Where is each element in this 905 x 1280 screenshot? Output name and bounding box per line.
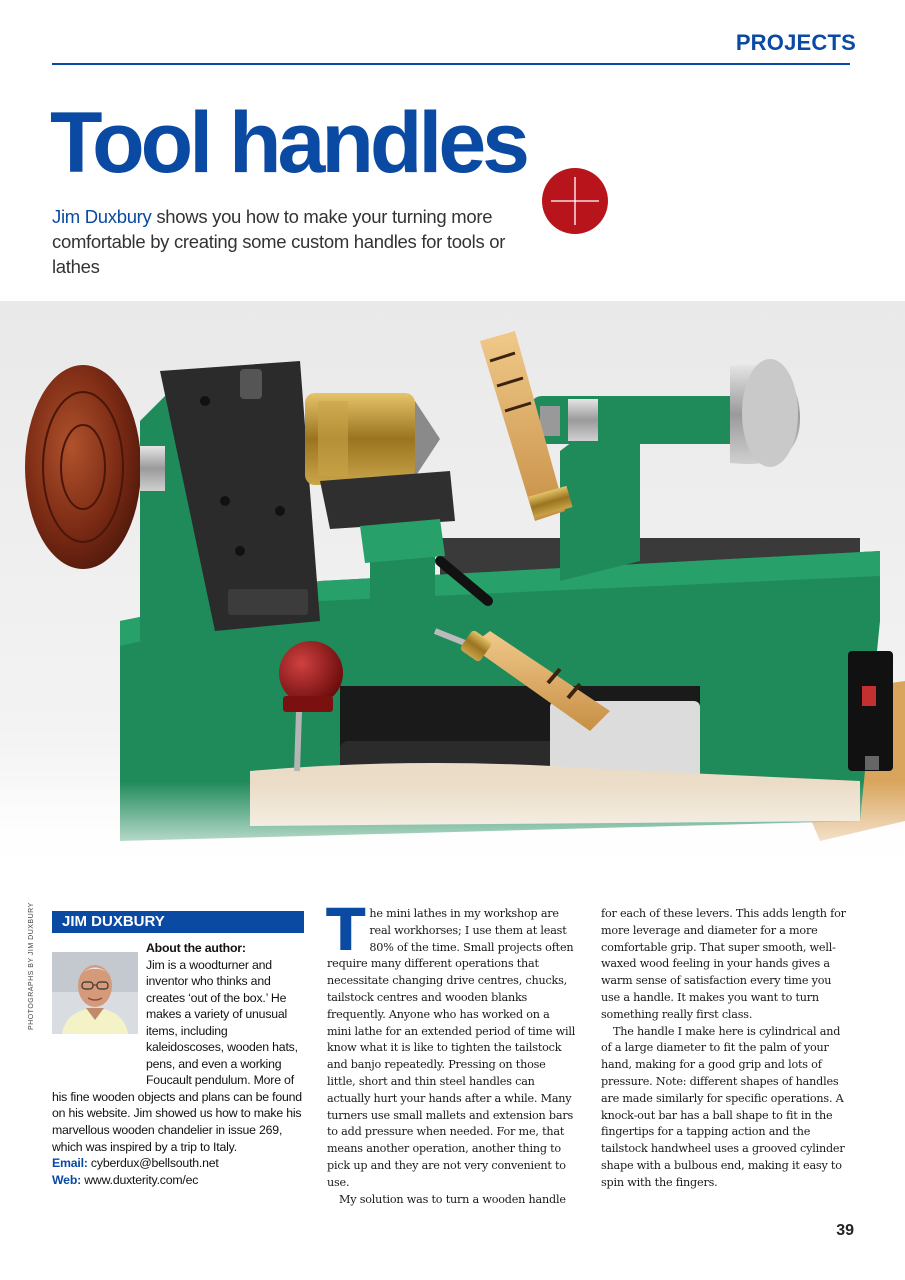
body-paragraph: My solution was to turn a wooden handle	[339, 1192, 566, 1206]
header-rule	[52, 63, 850, 65]
section-label: PROJECTS	[735, 30, 856, 55]
author-bio	[52, 940, 306, 1188]
body-paragraph: for each of these levers. This adds length for more leverage and diameter for a more comfortable grip. That super smooth, well-waxed wood feeling in your hands gives a warm sense of satisfaction every time you use a handle. It makes you want to turn something really first class.	[601, 907, 846, 1021]
drop-cap: T	[326, 896, 366, 964]
portrait-spacer	[52, 940, 146, 1080]
author-box-heading: JIM DUXBURY	[52, 911, 304, 933]
web-link[interactable]: www.duxterity.com/ec	[84, 1172, 199, 1187]
web-line	[52, 1172, 306, 1189]
body-paragraph	[326, 896, 577, 1192]
standfirst-author: Jim Duxbury	[52, 206, 152, 227]
email-link[interactable]: cyberdux@bellsouth.net	[90, 1156, 219, 1171]
email-label: Email:	[52, 1156, 88, 1171]
web-label: Web:	[52, 1172, 82, 1187]
author-bio-text: Jim is a woodturner and inventor who thinks and creates ‘out of the box.’ He makes a variety of unusual items, including kaleidoscoses, wooden hats, pens, and even a working Foucault pendulum. More of his fine wooden objects and plans can be found on his website. Jim showed us how to make his marvellous wooden chandelier in issue 269, which was inspired by a trip to Italy.	[52, 957, 302, 1154]
body-column-2	[601, 906, 851, 1192]
paragraph-text: he mini lathes in my workshop are real workhorses; I use them at least 80% of the time. Small projects often require many different operations that necessitate changing drive centres, chucks, tailstock centres and wooden blanks frequently. Anyone who has worked on a mini lathe for an extended period of time will know what it is like to tighten the tailstock and banjo repeatedly. Pressing on those little, short and thin steel handles can actually hurt your hands after a while. Many turners use small mallets and extension bars to add pressure when needed. For me, that means another operation, another thing to pick up and they are not very convenient to use.	[327, 907, 576, 1189]
about-label: About the author:	[146, 941, 246, 955]
email-line	[52, 1155, 306, 1172]
article-title: Tool handles	[50, 95, 526, 191]
photo-credit: PHOTOGRAPHS BY JIM DUXBURY	[28, 902, 35, 1030]
standfirst	[52, 204, 552, 279]
body-column-1	[326, 896, 577, 1208]
standfirst-text: shows you how to make your turning more comfortable by creating some custom handles for tools or lathes	[52, 206, 506, 277]
cross-in-circle-icon	[541, 167, 609, 235]
lathe-photo	[0, 301, 905, 871]
body-paragraph: The handle I make here is cylindrical and of a large diameter to fit the palm of your hand, making for a good grip and lots of pressure. Note: different shapes of handles are made similarly for specific operations. A knock-out bar has a ball shape to fit in the fingertips for a tapping action and the tailstock handwheel uses a grooved cylinder shape with a bulbous end, making it easy to spin with the fingers.	[601, 1024, 845, 1189]
page-number: 39	[836, 1222, 854, 1239]
